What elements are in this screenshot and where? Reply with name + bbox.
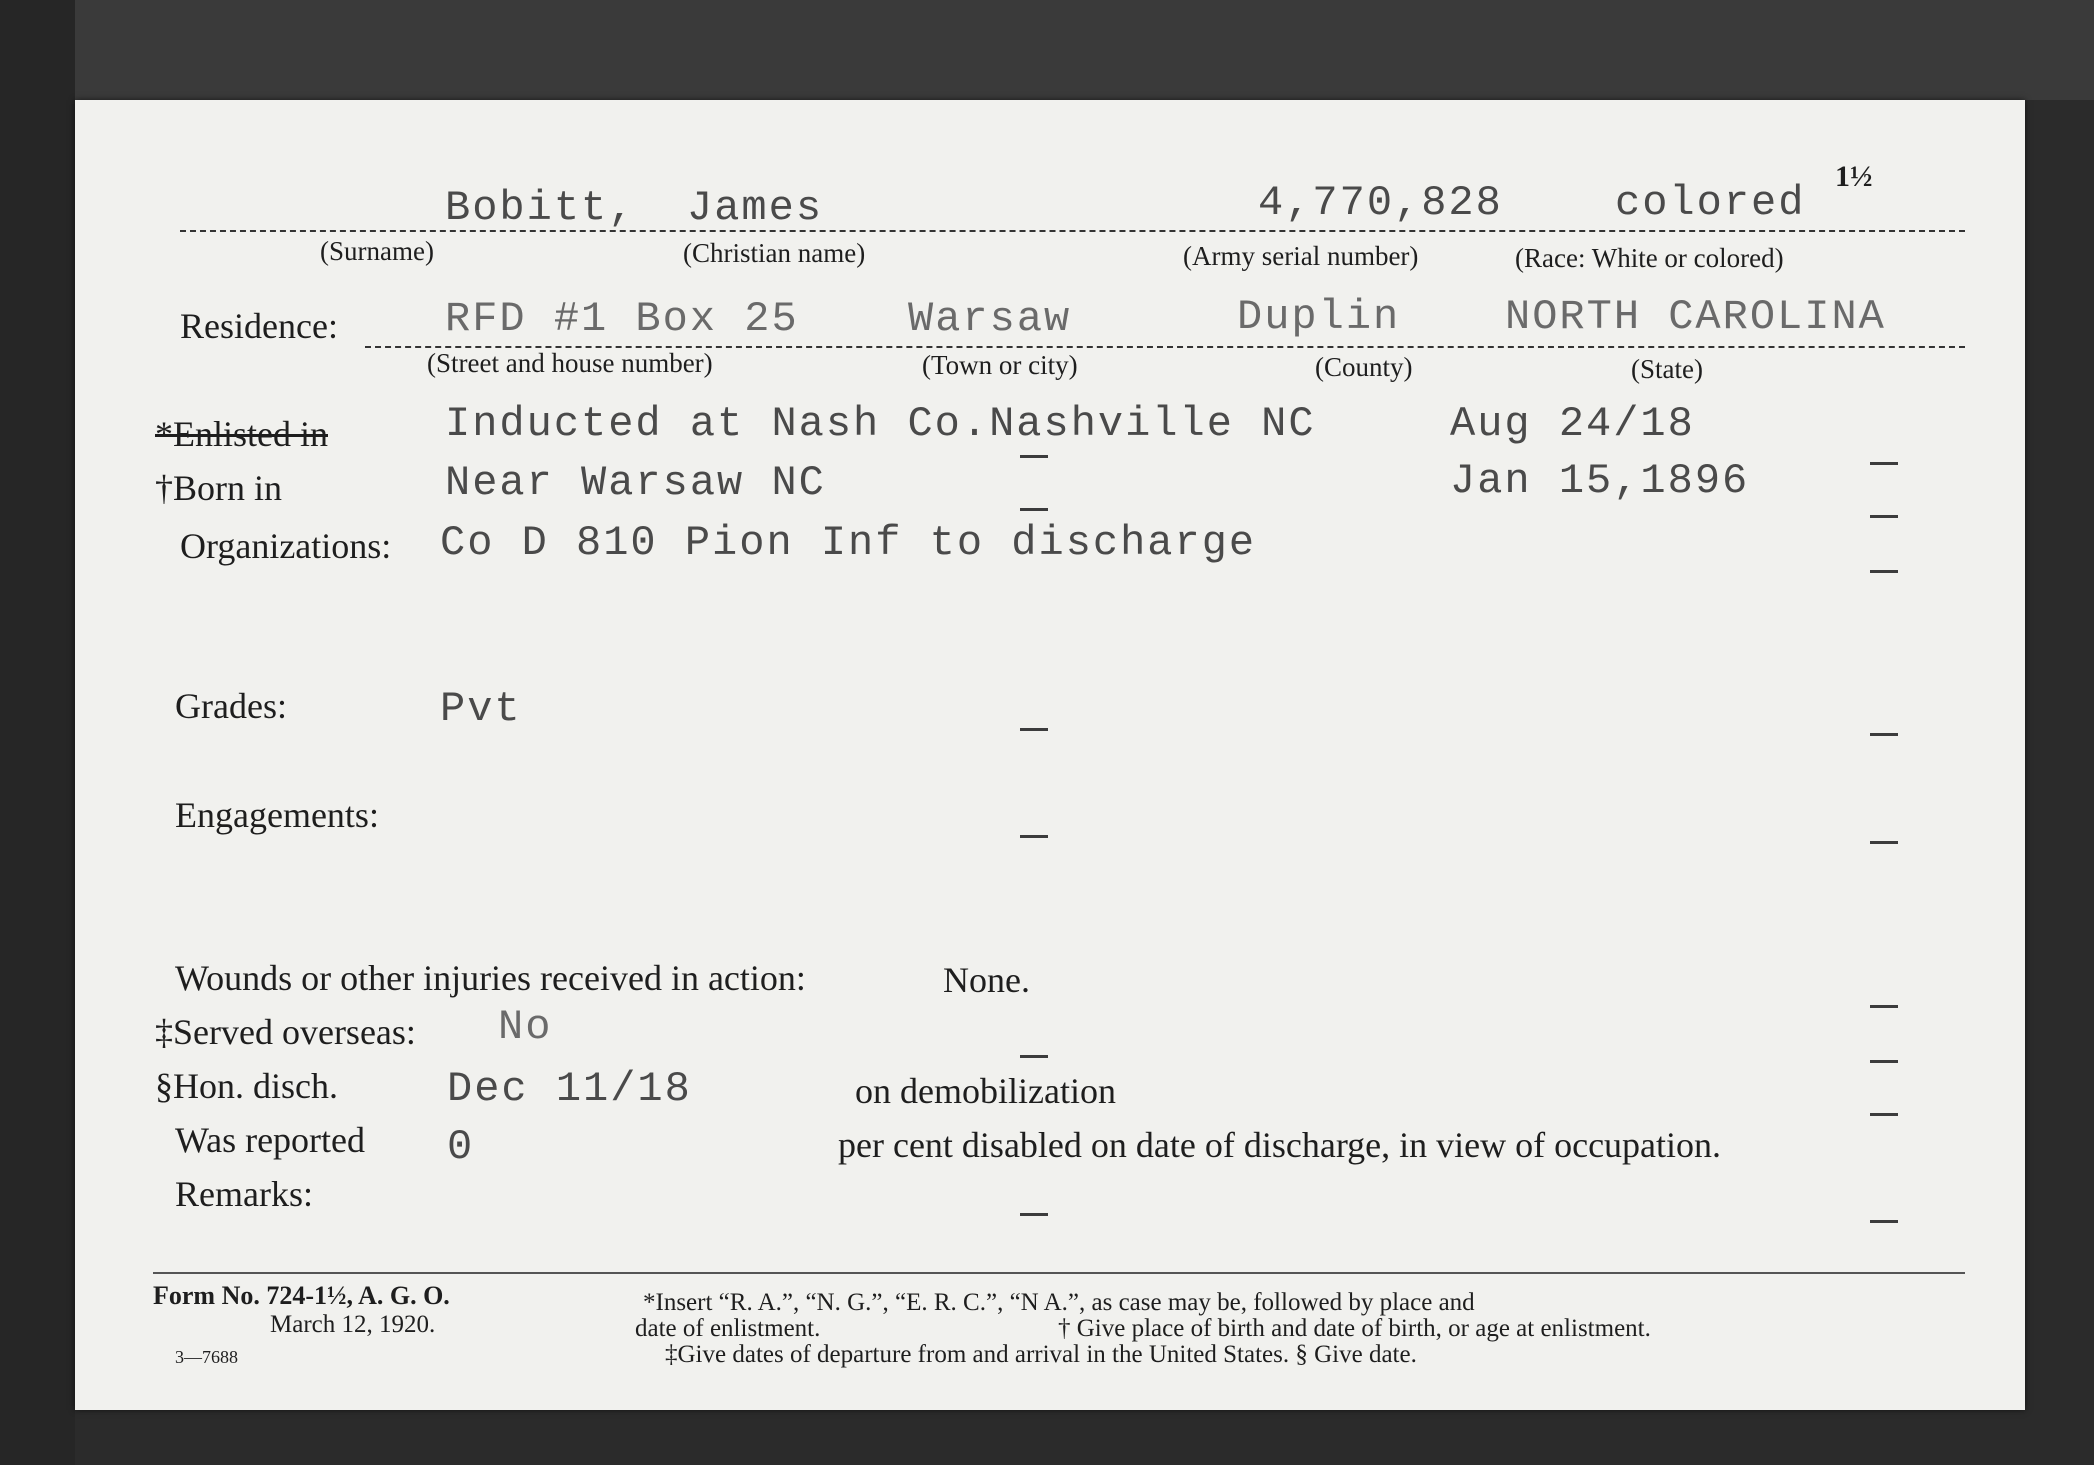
served-overseas-label: ‡Served overseas: bbox=[155, 1012, 416, 1052]
print-code: 3—7688 bbox=[175, 1347, 238, 1367]
organizations-value: Co D 810 Pion Inf to discharge bbox=[440, 519, 1257, 567]
dash-mark bbox=[1020, 455, 1048, 458]
honorable-discharge-label: §Hon. disch. bbox=[155, 1066, 338, 1106]
organizations-label: Organizations: bbox=[180, 526, 392, 566]
race-value: colored bbox=[1615, 179, 1806, 227]
discharge-note: on demobilization bbox=[855, 1071, 1116, 1111]
born-value: Near Warsaw NC bbox=[445, 459, 826, 507]
dash-mark bbox=[1870, 1060, 1898, 1063]
enlisted-value: Inducted at Nash Co.Nashville NC bbox=[445, 400, 1316, 448]
enlisted-label: *Enlisted in bbox=[155, 414, 328, 454]
dash-mark bbox=[1870, 1220, 1898, 1223]
scan-background-left bbox=[0, 0, 75, 1465]
serial-number-caption: (Army serial number) bbox=[1183, 241, 1419, 271]
corner-mark: 1½ bbox=[1835, 160, 1873, 193]
residence-street-value: RFD #1 Box 25 bbox=[445, 295, 799, 343]
town-caption: (Town or city) bbox=[922, 350, 1078, 380]
christian-name-caption: (Christian name) bbox=[683, 238, 866, 268]
discharge-date-value: Dec 11/18 bbox=[447, 1065, 692, 1113]
surname-value: Bobitt, bbox=[445, 184, 636, 232]
form-date: March 12, 1920. bbox=[270, 1311, 436, 1338]
state-caption: (State) bbox=[1631, 354, 1703, 384]
footnote-insert: *Insert “R. A.”, “N. G.”, “E. R. C.”, “N A.”, as case may be, followed by place and bbox=[643, 1289, 1475, 1316]
residence-town-value: Warsaw bbox=[908, 295, 1072, 343]
dash-mark bbox=[1020, 1213, 1048, 1216]
street-caption: (Street and house number) bbox=[427, 348, 713, 378]
was-reported-label: Was reported bbox=[175, 1120, 366, 1160]
wounds-label: Wounds or other injuries received in action: bbox=[175, 958, 806, 998]
dash-mark bbox=[1020, 835, 1048, 838]
dash-mark bbox=[1870, 1113, 1898, 1116]
dash-mark bbox=[1020, 508, 1048, 511]
dash-mark bbox=[1020, 728, 1048, 731]
footnote-enlistment-date: date of enlistment. bbox=[635, 1315, 821, 1342]
serial-number-value: 4,770,828 bbox=[1258, 179, 1503, 227]
scan-background-top bbox=[0, 0, 2094, 100]
header-line bbox=[180, 230, 1965, 232]
disability-percent-value: 0 bbox=[447, 1123, 475, 1171]
footnote-overseas-dates: ‡Give dates of departure from and arrival in the United States. § Give date. bbox=[665, 1341, 1417, 1368]
dash-mark bbox=[1870, 515, 1898, 518]
dash-mark bbox=[1870, 462, 1898, 465]
wounds-value: None. bbox=[943, 960, 1030, 1000]
footer-rule bbox=[153, 1272, 1965, 1274]
county-caption: (County) bbox=[1315, 352, 1413, 382]
residence-county-value: Duplin bbox=[1237, 293, 1401, 341]
enlisted-date: Aug 24/18 bbox=[1450, 400, 1695, 448]
remarks-label: Remarks: bbox=[175, 1174, 313, 1214]
dash-mark bbox=[1870, 733, 1898, 736]
race-caption: (Race: White or colored) bbox=[1515, 243, 1784, 273]
dash-mark bbox=[1870, 570, 1898, 573]
footnote-birth: † Give place of birth and date of birth, or age at enlistment. bbox=[1058, 1315, 1651, 1342]
served-overseas-value: No bbox=[498, 1003, 553, 1051]
surname-caption: (Surname) bbox=[320, 236, 434, 266]
dash-mark bbox=[1020, 1055, 1048, 1058]
dash-mark bbox=[1870, 841, 1898, 844]
residence-state-value: NORTH CAROLINA bbox=[1505, 293, 1886, 341]
grades-label: Grades: bbox=[175, 686, 287, 726]
dash-mark bbox=[1870, 1005, 1898, 1008]
residence-label: Residence: bbox=[180, 306, 338, 346]
grades-value: Pvt bbox=[440, 685, 522, 733]
born-label: †Born in bbox=[155, 468, 283, 508]
christian-name-value: James bbox=[687, 184, 824, 232]
engagements-label: Engagements: bbox=[175, 795, 379, 835]
born-date: Jan 15,1896 bbox=[1450, 457, 1750, 505]
service-record-card bbox=[75, 100, 2025, 1410]
form-number: Form No. 724-1½, A. G. O. bbox=[153, 1281, 450, 1310]
disability-note: per cent disabled on date of discharge, in view of occupation. bbox=[838, 1125, 1722, 1165]
